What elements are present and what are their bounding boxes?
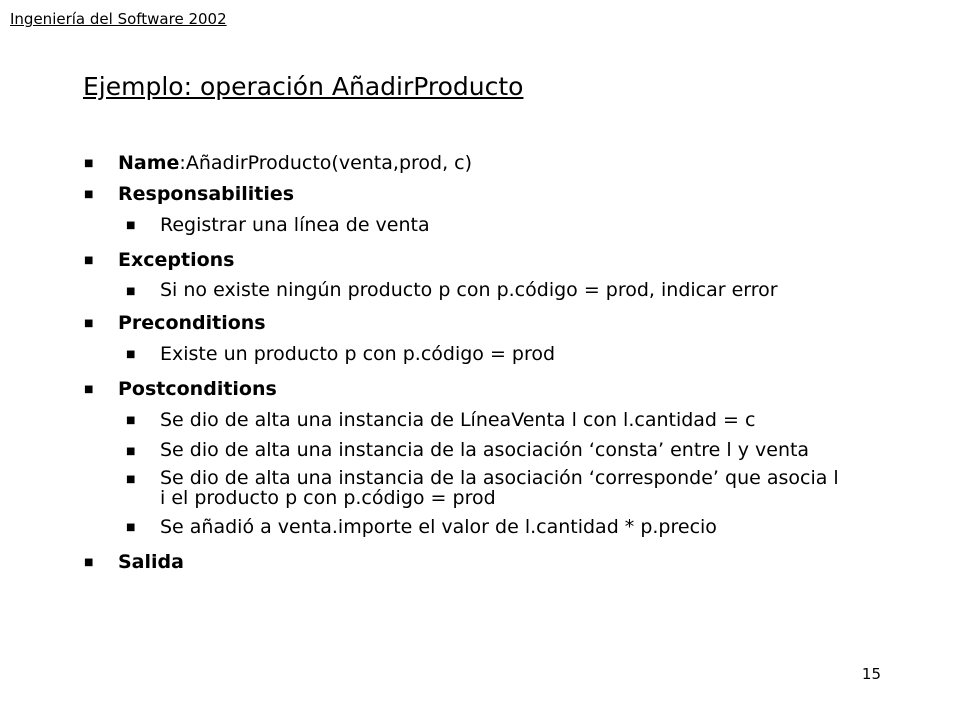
list-item-responsabilities [84, 183, 844, 206]
subitem-text: Se dio de alta una instancia de la asociación ‘consta’ entre l y venta [160, 439, 810, 461]
responsabilities-label: Responsabilities [118, 183, 295, 205]
square-bullet-icon: ■ [84, 158, 94, 169]
square-bullet-icon: ■ [84, 557, 94, 568]
square-bullet-icon: ■ [126, 220, 136, 231]
square-bullet-icon: ■ [126, 415, 136, 426]
salida-label: Salida [118, 551, 184, 573]
list-subitem-post-3 [126, 468, 844, 508]
page-number: 15 [861, 665, 881, 683]
square-bullet-icon: ■ [126, 286, 136, 297]
square-bullet-icon: ■ [84, 318, 94, 329]
preconditions-label: Preconditions [118, 312, 266, 334]
postconditions-label: Postconditions [118, 378, 277, 400]
slide-content [84, 152, 844, 582]
subitem-text: Se añadió a venta.importe el valor de l.cantidad * p.precio [160, 516, 717, 538]
square-bullet-icon: ■ [84, 255, 94, 266]
list-item-name [84, 152, 844, 175]
list-subitem-pre-1 [126, 343, 844, 366]
list-item-preconditions [84, 312, 844, 335]
square-bullet-icon: ■ [84, 384, 94, 395]
list-item-postconditions [84, 378, 844, 401]
list-item-salida [84, 551, 844, 574]
subitem-text: Se dio de alta una instancia de LíneaVenta l con l.cantidad = c [160, 409, 756, 431]
course-header: Ingeniería del Software 2002 [10, 10, 227, 28]
square-bullet-icon: ■ [126, 349, 136, 360]
name-label: Name [118, 152, 180, 174]
subitem-text: Existe un producto p con p.código = prod [160, 343, 556, 365]
slide-title: Ejemplo: operación AñadirProducto [83, 72, 524, 101]
subitem-text: Si no existe ningún producto p con p.código = prod, indicar error [160, 279, 778, 301]
subitem-text: Registrar una línea de venta [160, 214, 430, 236]
square-bullet-icon: ■ [84, 189, 94, 200]
list-item-exceptions [84, 249, 844, 272]
subitem-text: Se dio de alta una instancia de la asociación ‘corresponde’ que asocia l i el producto p con p.código = prod [160, 467, 839, 509]
list-subitem-exc-1 [126, 280, 844, 300]
exceptions-label: Exceptions [118, 249, 235, 271]
square-bullet-icon: ■ [126, 446, 136, 457]
list-subitem-resp-1 [126, 214, 844, 237]
list-subitem-post-2 [126, 440, 844, 460]
square-bullet-icon: ■ [126, 474, 136, 485]
name-value: :AñadirProducto(venta,prod, c) [179, 152, 473, 174]
list-subitem-post-1 [126, 409, 844, 432]
square-bullet-icon: ■ [126, 522, 136, 533]
list-subitem-post-4 [126, 516, 844, 539]
